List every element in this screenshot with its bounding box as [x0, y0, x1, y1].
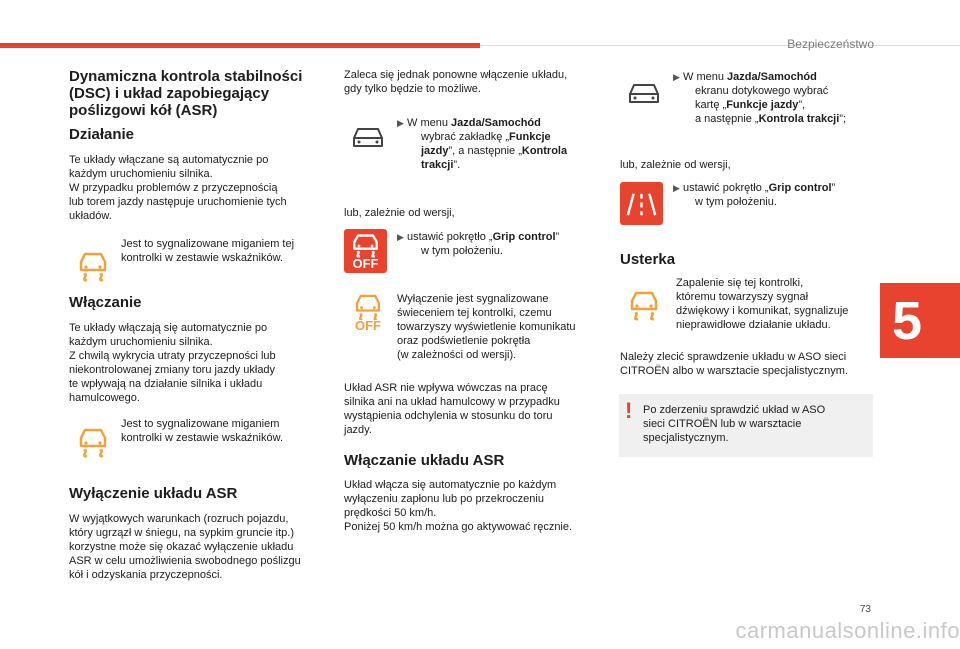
text-line: korzystne może się okazać wyłączenie układu — [69, 541, 294, 553]
text-line: dźwiękowy i komunikat, sygnalizuje — [676, 305, 849, 317]
text-part: ” — [831, 182, 836, 194]
grip-control-off-icon — [344, 229, 387, 273]
text-line: gdy tylko będzie to możliwe. — [344, 83, 481, 95]
car-menu-icon — [348, 116, 388, 156]
or-version-text — [344, 206, 455, 220]
text-bold: Jazda/Samochód — [727, 71, 817, 83]
text-line: Układ włącza się automatycznie po każdym — [344, 479, 557, 491]
text-part: ” — [555, 231, 560, 243]
page-title: Dynamiczna kontrola stabilności (DSC) i układ zapobiegający poślizgowi kół (ASR) — [69, 68, 303, 119]
off-signal-text — [397, 292, 602, 362]
text-bold: Kontrola trakcji — [758, 113, 840, 125]
text-part: ”, a następnie „ — [448, 145, 522, 157]
text-line: układów. — [69, 210, 112, 222]
text-line: Wyłączenie jest sygnalizowane — [397, 293, 549, 305]
text-bold: Kontrola — [521, 145, 568, 157]
text-line: W wyjątkowych warunkach (rozruch pojazdu, — [69, 513, 289, 525]
text-line: który ugrzązł w śniegu, na sypkim gruncie itp.) — [69, 527, 294, 539]
heading-wlaczanie: Włączanie — [69, 294, 142, 311]
text-bold: Jazda/Samochód — [451, 117, 541, 129]
chapter-tab: 5 — [880, 283, 960, 358]
skid-warning-icon — [71, 420, 115, 464]
text-line: lub torem jazdy następuje uruchomienie tych — [69, 196, 287, 208]
text-line: Po zderzeniu sprawdzić układ w ASO — [643, 404, 826, 416]
arrow-icon: ▶ — [673, 183, 680, 193]
text-part: ekranu dotykowego wybrać — [695, 85, 829, 97]
text-line: wyłączeniu zapłonu lub po przekroczeniu — [344, 493, 544, 505]
text-line: kontrolki w zestawie wskaźników. — [121, 252, 284, 264]
text-bold: trakcji — [421, 159, 454, 171]
text-line: kół i odzyskania przyczepności. — [69, 569, 223, 581]
main-title — [69, 68, 329, 119]
usterka-text — [620, 350, 880, 378]
text-line: oraz podświetlenie pokrętła — [397, 335, 531, 347]
text-line: sieci CITROËN lub w warsztacie — [643, 418, 802, 430]
text-line: jazdy. — [344, 424, 372, 436]
intro-text — [344, 68, 604, 96]
text-line: CITROËN albo w warsztacie specjalistycznym. — [620, 365, 849, 377]
text-part: ustawić pokrętło „ — [683, 182, 769, 194]
text-bold: Funkcje jazdy — [726, 99, 799, 111]
text-part: a następnie „ — [695, 113, 759, 125]
arrow-icon: ▶ — [397, 118, 404, 128]
heading-usterka: Usterka — [620, 251, 676, 268]
text-part: ”; — [839, 113, 847, 125]
text-part: ”, — [798, 99, 806, 111]
text-line: Te układy włączane są automatycznie po — [69, 154, 269, 166]
text-line: kontrolki w zestawie wskaźników. — [121, 432, 284, 444]
text-line: nieprawidłowe działanie układu. — [676, 319, 831, 331]
text-part: ustawić pokrętło „ — [407, 231, 493, 243]
text-line: hamulcowego. — [69, 392, 140, 404]
menu-instruction — [673, 70, 873, 126]
text-line: Zaleca się jednak ponowne włączenie układu, — [344, 69, 568, 81]
text-line: któremu towarzyszy sygnał — [676, 291, 809, 303]
text-line: specjalistycznym. — [643, 432, 729, 444]
text-part: wybrać zakładkę „ — [421, 131, 510, 143]
text-line: każdym uruchomieniu silnika. — [69, 336, 213, 348]
skid-warning-icon — [71, 244, 115, 288]
section-label: Bezpieczeństwo — [787, 37, 874, 51]
text-part: kartę „ — [695, 99, 727, 111]
text-line: Jest to sygnalizowane miganiem tej — [121, 238, 295, 250]
knob-instruction — [673, 181, 878, 209]
wlaczanie-icon-text — [121, 417, 331, 445]
text-line: W przypadku problemów z przyczepnością — [69, 182, 278, 194]
text-bold: Grip control — [768, 182, 832, 194]
text-line: Układ ASR nie wpływa wówczas na pracę — [344, 382, 548, 394]
watermark: carmanualsonline.info — [735, 618, 960, 643]
dzialanie-text — [69, 153, 329, 223]
text-line: te wpływają na działanie silnika i układu — [69, 378, 263, 390]
text-line: (w zależności od wersji). — [397, 349, 517, 361]
text-bold: Grip control — [492, 231, 556, 243]
text-line: każdym uruchomieniu silnika. — [69, 168, 213, 180]
text-part: W menu — [683, 71, 728, 83]
esc-off-warning-icon — [348, 290, 388, 336]
text-line: lub, zależnie od wersji, — [620, 159, 731, 171]
off-label: OFF — [352, 256, 379, 271]
text-line: Należy zlecić sprawdzenie układu w ASO sieci — [620, 351, 847, 363]
page-number: 73 — [859, 604, 871, 615]
text-line: Zapalenie się tej kontrolki, — [676, 277, 804, 289]
text-line: Z chwilą wykrycia utraty przyczepności lub — [69, 350, 276, 362]
wlaczanie-text — [69, 321, 329, 405]
text-line: lub, zależnie od wersji, — [344, 207, 455, 219]
dzialanie-icon-text — [121, 237, 331, 265]
grip-control-icon — [620, 182, 663, 225]
heading-wlaczanie-asr: Włączanie układu ASR — [344, 452, 505, 469]
skid-warning-icon — [622, 283, 666, 327]
arrow-icon: ▶ — [673, 72, 680, 82]
skid-icon — [348, 290, 388, 320]
text-part: w tym położeniu. — [421, 245, 503, 257]
text-line: Jest to sygnalizowane miganiem — [121, 418, 280, 430]
asr-note-text — [344, 381, 604, 437]
heading-wylaczenie-asr: Wyłączenie układu ASR — [69, 485, 238, 502]
wylaczenie-text — [69, 512, 334, 582]
text-line: silnika ani na układ hamulcowy w przypadku — [344, 396, 560, 408]
text-part: w tym położeniu. — [695, 196, 777, 208]
car-menu-icon — [624, 72, 664, 112]
text-line: Poniżej 50 km/h można go aktywować ręcznie. — [344, 521, 573, 533]
or-version-text — [620, 158, 731, 172]
text-part: ”. — [453, 159, 461, 171]
header-rule — [480, 45, 960, 46]
exclamation-icon: ! — [625, 398, 633, 423]
text-bold: jazdy — [421, 145, 449, 157]
text-line: ASR w celu umożliwienia swobodnego poślizgu — [69, 555, 301, 567]
road-lanes-icon — [620, 182, 663, 225]
header-accent-bar — [0, 43, 480, 48]
text-line: niekontrolowanej zmiany toru jazdy układy — [69, 364, 276, 376]
text-line: świeceniem tej kontrolki, czemu — [397, 307, 552, 319]
arrow-icon: ▶ — [397, 232, 404, 242]
warning-text — [643, 403, 865, 445]
menu-instruction — [397, 116, 597, 172]
text-line: Te układy włączają się automatycznie po — [69, 322, 268, 334]
wlaczanie-asr-text — [344, 478, 614, 534]
heading-dzialanie: Działanie — [69, 126, 135, 143]
usterka-icon-text — [676, 276, 881, 332]
text-part: W menu — [407, 117, 452, 129]
off-label: OFF — [355, 318, 381, 333]
knob-instruction — [397, 230, 602, 258]
text-line: wystąpienia odchylenia w stosunku do toru — [344, 410, 553, 422]
text-line: prędkości 50 km/h. — [344, 507, 437, 519]
text-line: towarzyszy wyświetlenie komunikatu — [397, 321, 576, 333]
text-bold: Funkcje — [509, 131, 551, 143]
skid-icon — [344, 229, 387, 259]
